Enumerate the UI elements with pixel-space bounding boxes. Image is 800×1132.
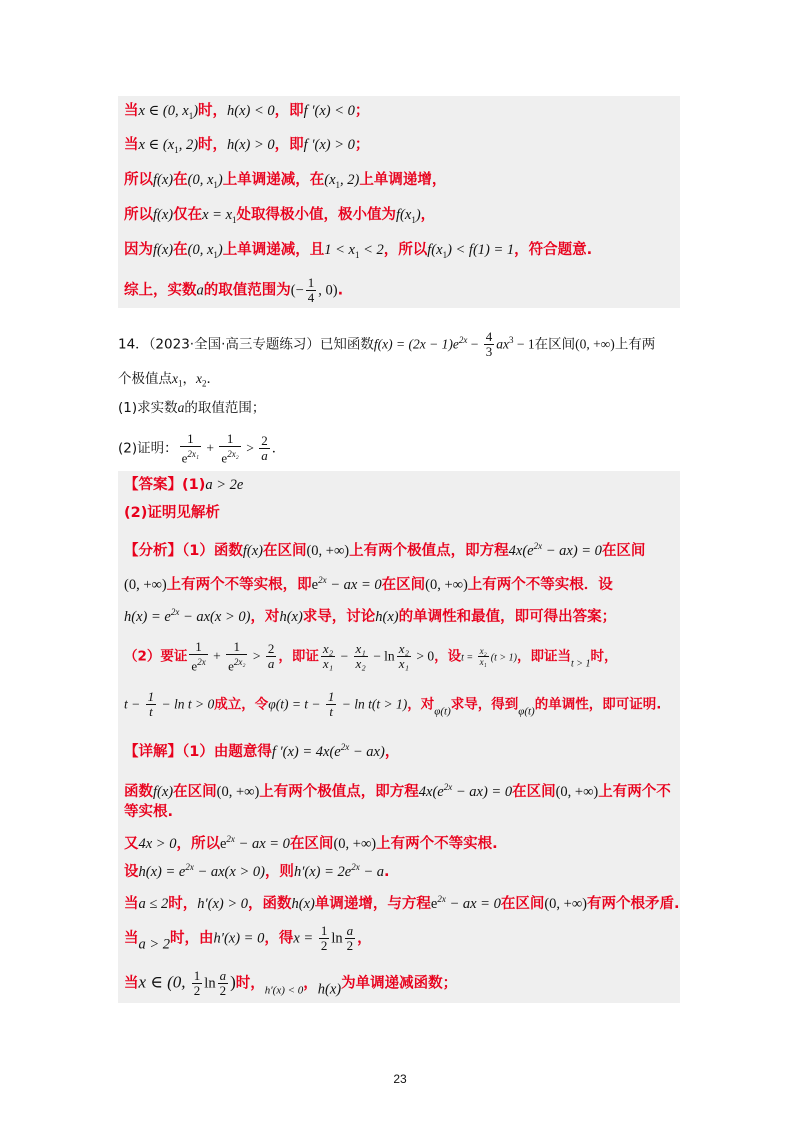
- fraction: $\frac{1}{2}$: [193, 968, 201, 998]
- analysis-line4: （2）要证 $\frac{1}{e^{2x}}$ + $\frac{1}{e^{2x_2}}$ > $\frac{2}{a}$ ，即证 $\frac{\text{x₂}}{\text{x₁}}$ − $\frac{\text{x₁}}{\text{x₂}}$ − ln $\frac{\text{x₂}}{\text{x₁}}$ > 0，设t = $\frac{\text{x₂}}{\text{x₁}}$ (t > 1)，即证当$_{t > 1}$时，: [124, 639, 618, 674]
- fraction: $\frac{1}{e^{2x}}$: [191, 639, 206, 674]
- detail-line4: 又4x > 0，所以$e^{2x}$ − ax = 0在区间(0, +∞)上有两个不等实根.: [124, 834, 498, 852]
- fraction: $\frac{\text{x₁}}{\text{x₂}}$: [355, 641, 366, 672]
- detail-line3: 等实根.: [124, 804, 174, 820]
- fraction: $\frac{\text{x₂}}{\text{x₁}}$: [479, 646, 487, 668]
- detail-line8: 当x ∈ (0, $\frac{1}{2}$ ln $\frac{a}{2}$ )时，$_{h'(x) < 0}$，h(x)为单调递减函数；: [124, 968, 458, 998]
- fraction: $\frac{\text{x₂}}{\text{x₁}}$: [398, 641, 409, 672]
- fraction: $\frac{1}{e^{2x_2}}$: [221, 431, 239, 466]
- page-number: 23: [393, 1072, 407, 1086]
- problem-statement-line1: 14．（2023·全国·高三专题练习）已知函数$f(x) = (2x - 1)e^{2x}$ − $\frac{4}{3}$ $ax^3 - 1$在区间(0, +∞)上有两: [118, 329, 656, 359]
- fraction: $\frac{2}{a}$: [267, 641, 275, 672]
- fraction: $\frac{1}{4}$: [307, 275, 315, 305]
- b1-line2: 当x ∈ ($x_1$, 2)时，h(x) > 0，即f ′(x) > 0；: [124, 137, 370, 155]
- analysis-line5: t − $\frac{1}{t}$ − ln t > 0成立，令φ(t) = t − $\frac{1}{t}$ − ln t(t > 1)，对$_{\varphi(t)}$求导，得到$_{\varphi(t)}$的单调性，即可证明.: [124, 689, 662, 719]
- problem-question-1: (1)求实数a的取值范围；: [118, 400, 266, 416]
- fraction: $\frac{a}{2}$: [219, 968, 227, 998]
- detail-line1: 【详解】（1）由题意得f $'(x) = 4x(e^{2x} - ax)$，: [124, 742, 400, 760]
- analysis-line3: $h(x) = e^{2x} - ax(x > 0)$，对h(x)求导，讨论h(x)的单调性和最值，即可得出答案；: [124, 607, 617, 625]
- problem-question-2: (2)证明： $\frac{1}{e^{2x_1}}$ + $\frac{1}{e^{2x_2}}$ > $\frac{2}{a}$ ．: [118, 431, 286, 466]
- fraction: $\frac{2}{a}$: [261, 433, 268, 464]
- detail-line6: 当a ≤ 2时，h′(x) > 0，函数h(x)单调递增，与方程$e^{2x}$ − ax = 0在区间(0, +∞)有两个根矛盾.: [124, 894, 680, 912]
- fraction: $\frac{a}{2}$: [346, 923, 354, 953]
- analysis-line1: 【分析】（1）函数f(x)在区间(0, +∞)上有两个极值点，即方程$4x(e^{2x} - ax) = 0$在区间: [124, 541, 646, 559]
- b1-line5: 因为f(x)在(0, $x_1$)上单调递减，且$1 < x_1 < 2$，所以$f(x_1) < f(1) = 1$，符合题意.: [124, 242, 593, 260]
- fraction: $\frac{1}{e^{2x_2}}$: [228, 639, 246, 674]
- fraction: $\frac{1}{t}$: [147, 689, 155, 719]
- fraction: $\frac{1}{t}$: [327, 689, 335, 719]
- fraction: $\frac{1}{e^{2x_1}}$: [181, 431, 200, 466]
- detail-line2: 函数f(x)在区间(0, +∞)上有两个极值点，即方程$4x(e^{2x} - ax) = 0$在区间(0, +∞)上有两个不: [124, 782, 671, 800]
- b1-line3: 所以f(x)在(0, $x_1$)上单调递减，在($x_1$, 2)上单调递增，: [124, 172, 447, 190]
- b1-line4: 所以f(x)仅在$x = x_1$处取得极小值，极小值为$f(x_1)$，: [124, 207, 436, 225]
- fraction: $\frac{\text{x₂}}{\text{x₁}}$: [322, 641, 334, 672]
- b1-line6: 综上，实数a的取值范围为(− $\frac{1}{4}$ , 0).: [124, 275, 344, 305]
- answer-line2: (2)证明见解析: [124, 505, 220, 521]
- answer-line1: 【答案】(1)a > 2e: [124, 477, 244, 493]
- detail-line5: 设$h(x) = e^{2x} - ax(x > 0)$，则$h'(x) = 2e^{2x} - a$.: [124, 862, 390, 880]
- b1-line1: 当x ∈ (0, $x_1$)时，h(x) < 0，即f ′(x) < 0；: [124, 103, 370, 121]
- problem-statement-line2: 个极值点$x_1$，$x_2$．: [118, 371, 220, 389]
- fraction: $\frac{4}{3}$: [485, 329, 493, 359]
- analysis-line2: (0, +∞)上有两个不等实根，即$e^{2x}$ − ax = 0在区间(0, +∞)上有两个不等实根．设: [124, 575, 613, 593]
- detail-line7: 当a > 2时，由h′(x) = 0，得x = $\frac{1}{2}$ ln $\frac{a}{2}$ ，: [124, 923, 372, 953]
- fraction: $\frac{1}{2}$: [320, 923, 328, 953]
